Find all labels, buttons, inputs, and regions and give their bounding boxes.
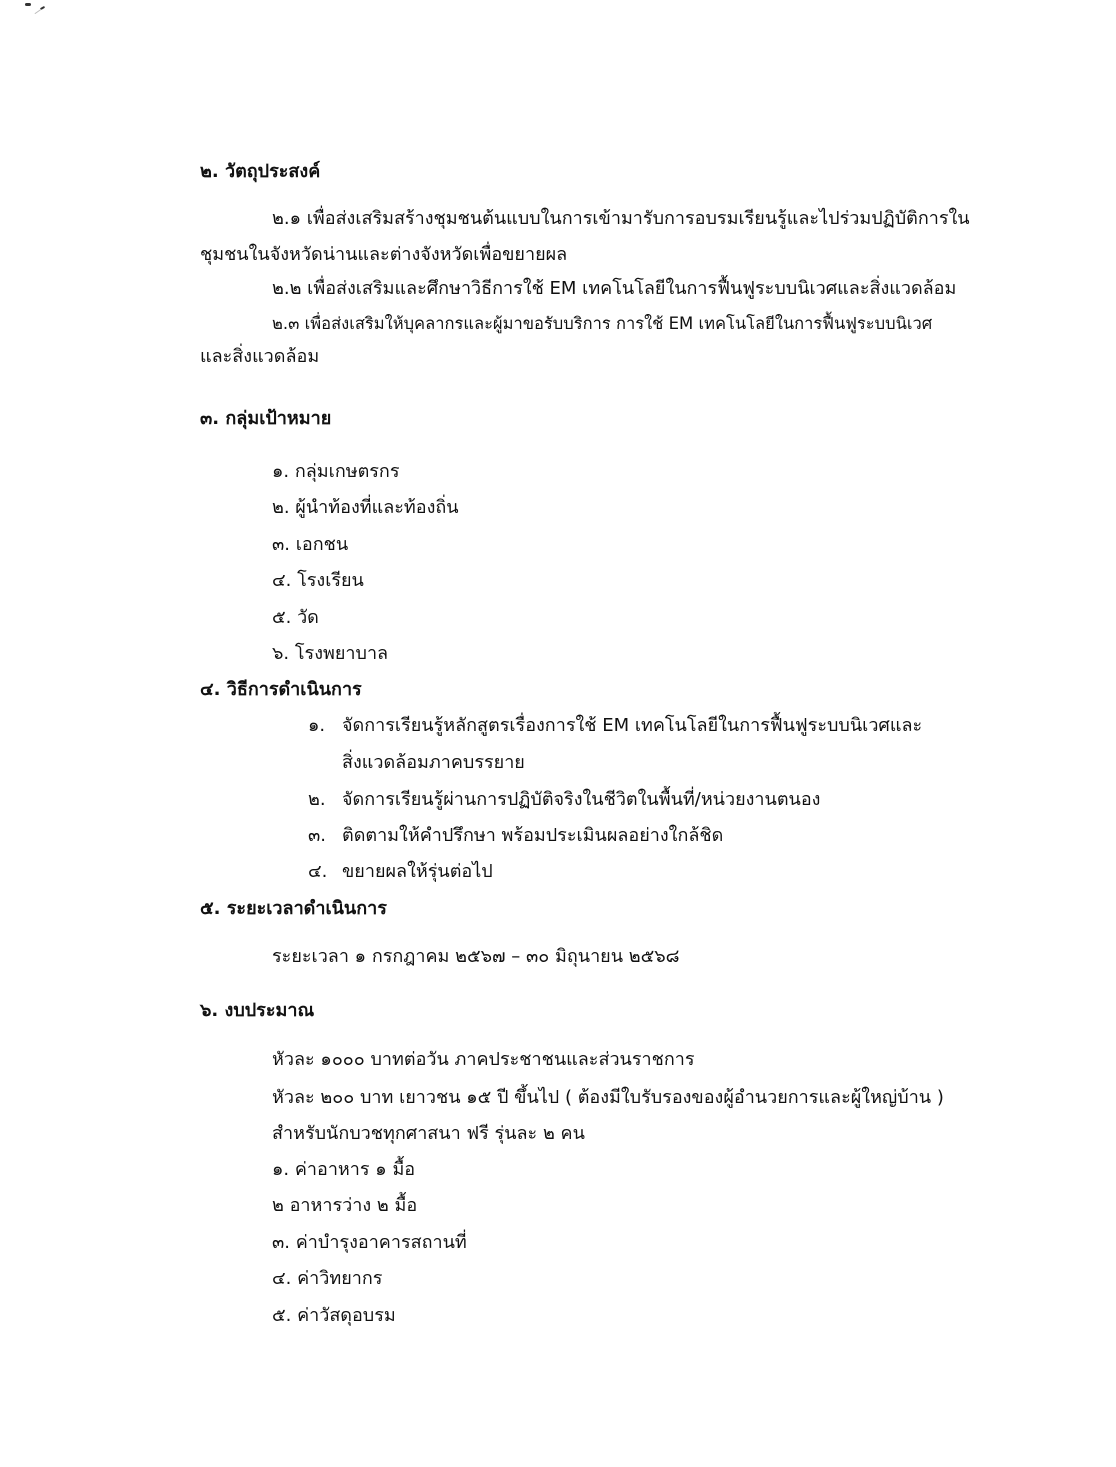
budget-line: ๓. ค่าบำรุงอาคารสถานที่	[272, 1232, 467, 1253]
method-item-number: ๒.	[308, 789, 326, 810]
method-item-text: ติดตามให้คำปรึกษา พร้อมประเมินผลอย่างใกล้ชิด	[342, 825, 724, 846]
method-item-text: จัดการเรียนรู้หลักสูตรเรื่องการใช้ EM เทคโนโลยีในการฟื้นฟูระบบนิเวศและ	[342, 715, 923, 736]
budget-line: ๔. ค่าวิทยากร	[272, 1268, 383, 1289]
method-item-text: จัดการเรียนรู้ผ่านการปฏิบัติจริงในชีวิตในพื้นที่/หน่วยงานตนอง	[342, 789, 821, 810]
objective-line: ๒.๒ เพื่อส่งเสริมและศึกษาวิธีการใช้ EM เทคโนโลยีในการฟื้นฟูระบบนิเวศและสิ่งแวดล้อม	[272, 278, 957, 299]
target-group-item: ๑. กลุ่มเกษตรกร	[272, 461, 400, 482]
method-item-text: สิ่งแวดล้อมภาคบรรยาย	[342, 752, 525, 773]
method-item-number: ๔.	[308, 861, 328, 882]
budget-line: หัวละ ๑๐๐๐ บาทต่อวัน ภาคประชาชนและส่วนราชการ	[272, 1049, 695, 1070]
method-item-text: ขยายผลให้รุ่นต่อไป	[342, 861, 493, 882]
target-group-item: ๖. โรงพยาบาล	[272, 643, 389, 664]
target-group-item: ๒. ผู้นำท้องที่และท้องถิ่น	[272, 497, 459, 518]
target-group-item: ๔. โรงเรียน	[272, 570, 364, 591]
section-heading-objectives: ๒. วัตถุประสงค์	[200, 161, 321, 182]
budget-line: ๒ อาหารว่าง ๒ มื้อ	[272, 1195, 418, 1216]
scan-speck	[34, 9, 41, 14]
objective-line: ชุมชนในจังหวัดน่านและต่างจังหวัดเพื่อขยายผล	[200, 244, 568, 265]
objective-line: และสิ่งแวดล้อม	[200, 346, 320, 367]
section-heading-budget: ๖. งบประมาณ	[200, 1000, 315, 1021]
section-heading-target-group: ๓. กลุ่มเป้าหมาย	[200, 408, 332, 429]
section-heading-methods: ๔. วิธีการดำเนินการ	[200, 679, 362, 700]
budget-line: หัวละ ๒๐๐ บาท เยาวชน ๑๕ ปี ขึ้นไป ( ต้องมีใบรับรองของผู้อำนวยการและผู้ใหญ่บ้าน )	[272, 1087, 944, 1108]
objective-line: ๒.๑ เพื่อส่งเสริมสร้างชุมชนต้นแบบในการเข้ามารับการอบรมเรียนรู้และไปร่วมปฏิบัติการใน	[272, 208, 970, 229]
target-group-item: ๓. เอกชน	[272, 534, 349, 555]
budget-line: ๕. ค่าวัสดุอบรม	[272, 1305, 396, 1326]
method-item-number: ๓.	[308, 825, 327, 846]
budget-line: สำหรับนักบวชทุกศาสนา ฟรี รุ่นละ ๒ คน	[272, 1123, 585, 1144]
scan-speck	[25, 3, 31, 6]
objective-line: ๒.๓ เพื่อส่งเสริมให้บุคลากรและผู้มาขอรับบริการ การใช้ EM เทคโนโลยีในการฟื้นฟูระบบนิเวศ	[272, 314, 933, 333]
budget-line: ๑. ค่าอาหาร ๑ มื้อ	[272, 1159, 416, 1180]
target-group-item: ๕. วัด	[272, 607, 319, 628]
section-heading-duration: ๕. ระยะเวลาดำเนินการ	[200, 898, 387, 919]
duration-text: ระยะเวลา ๑ กรกฎาคม ๒๕๖๗ – ๓๐ มิถุนายน ๒๕๖๘	[272, 946, 680, 967]
method-item-number: ๑.	[308, 715, 326, 736]
